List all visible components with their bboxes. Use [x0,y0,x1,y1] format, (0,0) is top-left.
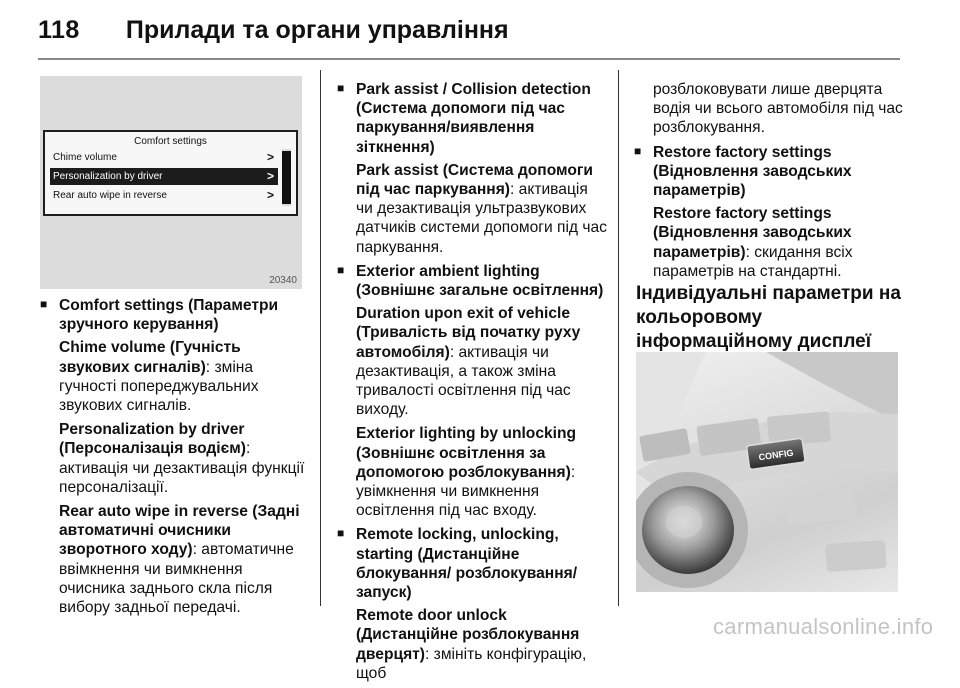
figure-code: 20340 [269,275,297,286]
header-rule-left [38,58,320,60]
page-title: Прилади та органи управління [125,15,509,44]
term-chime-volume: Chime volume (Гучність звукових сигналів) [59,339,241,376]
display-screen [43,130,298,216]
paragraph-chime-volume [40,338,310,415]
term-remote-unlock: Remote door unlock (Дистанційне розблокування дверцят) [356,607,580,663]
desc-lighting-unlock: : увімкнення чи вимкнення освітлення під час входу. [356,463,576,520]
config-controls-photo [636,352,898,592]
menu-item-label: Chime volume [53,152,117,163]
bullet-comfort-settings: ■ Comfort settings (Параметри зручного керування) [40,296,310,334]
menu-item-label: Rear auto wipe in reverse [53,190,167,201]
comfort-settings-figure [40,76,302,289]
page-number: 118 [38,15,80,44]
page-header [38,10,509,50]
column-1 [40,296,310,622]
paragraph-restore-factory [634,204,904,281]
column-divider-1 [320,70,321,606]
chevron-right-icon: > [266,188,274,202]
screen-scrollbar [282,149,291,206]
menu-item-personalization [50,168,278,185]
desc-rear-wipe: : автоматичне ввімкнення чи вимкнення очисника заднього скла після вибору задньої передачі. [59,541,294,617]
section-heading: Індивідуальні параметри на кольоровому інформаційному дисплеї [636,283,901,352]
desc-chime-volume: : зміна гучності попереджувальних звукових сигналів. [59,358,259,415]
dashboard-illustration [636,352,898,592]
bullet-park-assist: ■ Park assist / Collision detection (Система допомоги під час паркування/виявлення зіткнення) [337,80,607,157]
menu-item-label: Personalization by driver [53,171,163,182]
chevron-right-icon: > [266,150,274,164]
bullet-remote-locking: ■ Remote locking, unlocking, starting (Дистанційне блокування/ розблокування/запуск) [337,525,607,602]
paragraph-duration-exit [337,304,607,419]
chevron-right-icon: > [266,169,274,183]
screen-title: Comfort settings [134,136,207,147]
paragraph-lighting-unlock [337,424,607,520]
menu-item-chime-volume [50,149,278,166]
desc-remote-unlock: : змініть конфігурацію, щоб [356,645,587,682]
bullet-exterior-lighting: ■ Exterior ambient lighting (Зовнішнє загальне освітлення) [337,262,607,300]
header-rule-right [320,58,900,60]
paragraph-park-assist [337,161,607,257]
desc-restore-factory: : скидання всіх параметрів на стандартні. [653,243,853,280]
term-park-assist: Park assist (Система допомоги під час паркування) [356,161,593,199]
paragraph-remote-unlock [337,606,607,683]
desc-personalization: : активація чи дезактивація функції персоналізації. [59,440,305,496]
column-3 [634,80,904,286]
column-divider-2 [618,70,619,606]
watermark: carmanualsonline.info [713,614,934,639]
column-2 [337,80,607,688]
menu-item-rear-wipe [50,187,278,204]
desc-duration-exit: : активація чи дезактивація, а також зміна тривалості освітлення під час виходу. [356,343,571,419]
desc-park-assist: : активація чи дезактивація ультразвукових датчиків системи допомоги під час паркування. [356,181,607,256]
paragraph-continuation: розблоковувати лише дверцята водія чи всього автомобіля під час розблокування. [653,81,903,137]
term-personalization: Personalization by driver (Персоналізація водієм) [59,421,246,458]
bullet-restore-factory: ■ Restore factory settings (Відновлення заводських параметрів) [634,143,904,201]
config-button-label: CONFIG [757,447,795,463]
scrollbar-thumb [282,151,291,204]
paragraph-rear-wipe [40,502,310,617]
term-lighting-unlock: Exterior lighting by unlocking (Зовнішнє освітлення за допомогою розблокування) [356,425,577,481]
term-rear-wipe: Rear auto wipe in reverse (Задні автоматичні очисники зворотного ходу) [59,503,300,559]
paragraph-personalization [40,420,310,497]
term-restore-factory: Restore factory settings (Відновлення заводських параметрів) [653,205,852,261]
term-duration-exit: Duration upon exit of vehicle (Тривалість від початку руху автомобіля) [356,305,581,361]
